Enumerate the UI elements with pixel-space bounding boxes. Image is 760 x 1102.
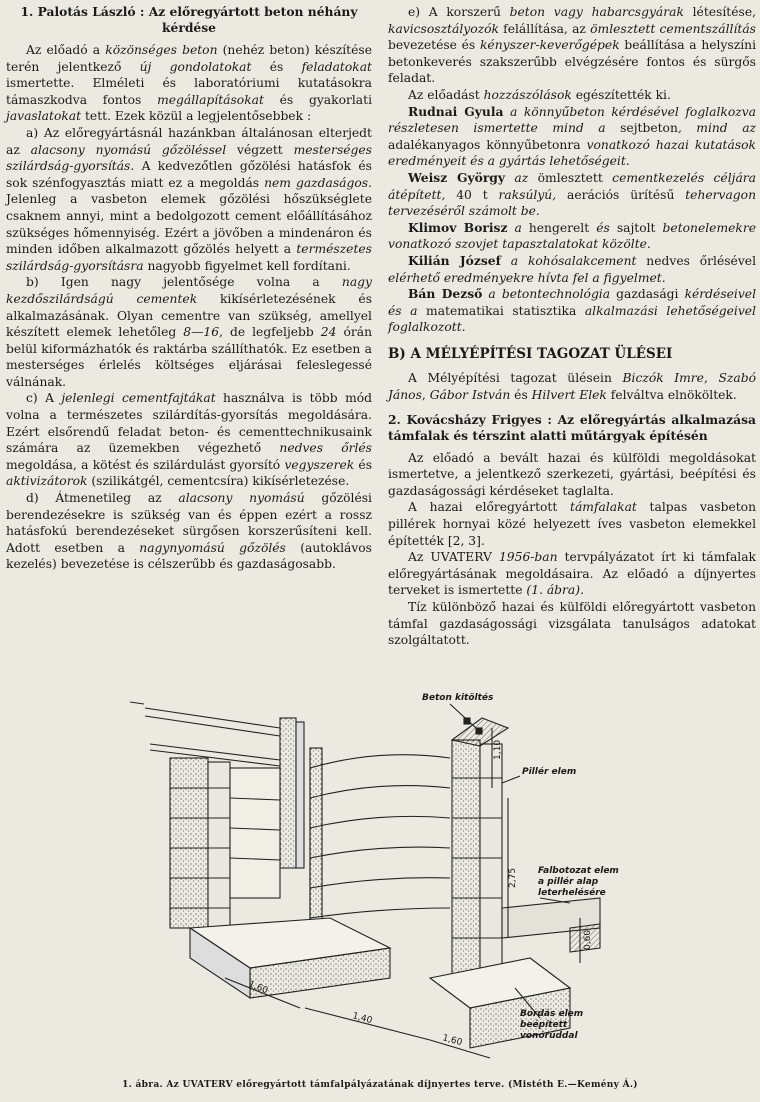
text-run: . Jelenleg a vasbeton elemek gőzölési hőszükséglete csaknem annyi, mint a bedolgozott cement előállításához szükséges hőmennyiség. Ezért a jövőben a mindenáron és minden időben alkalmazott gőzölés helyett a <box>6 175 372 257</box>
text-run: beállítása a helyszíni betonkeverés szakszerűbb elvégzésére fontos és sürgős feladat. <box>388 38 756 86</box>
text-run: , <box>421 388 430 403</box>
text-run: nagyobb figyelmet kell fordítani. <box>143 258 351 273</box>
text-run: a) Az előregyártásnál hazánkban általánosan elterjedt az <box>6 125 372 157</box>
text-run: megoldása, a kötést és szilárdulást gyorsító <box>6 457 285 472</box>
text-run: talpas vasbeton pillérek hornyai közé helyezett íves vasbeton elemekkel építették [2, 3]. <box>388 500 756 548</box>
emphasis: közönséges beton <box>105 43 218 57</box>
speaker-name: Klimov Borisz <box>408 219 508 235</box>
text-run: 40 t <box>456 187 488 202</box>
emphasis: nagy kezdőszilárdságú cementek <box>6 275 372 306</box>
emphasis: Gábor István <box>429 388 511 403</box>
emphasis: Biczók Imre <box>622 371 704 386</box>
text-run: hengerelt <box>528 220 590 235</box>
emphasis: támfalakat <box>570 500 637 515</box>
text-run: sejtbeton <box>620 121 678 136</box>
emphasis: 24 <box>320 325 337 340</box>
text-run: órán belül kiformázhatók és raktárba szállíthatók. Ez esetben a mesterséges érlelés költséges eljárásai feleslegessé válnának. <box>6 325 372 389</box>
emphasis: a betontechnológia <box>482 287 617 302</box>
text-run: matematikai statisztika <box>426 303 577 318</box>
emphasis: tehervagon tervezéséről számolt be. <box>388 187 756 219</box>
paragraph-c <box>6 390 372 490</box>
dim-0-60: 0,60 <box>583 929 593 950</box>
paragraph-intro-2 <box>388 450 756 500</box>
text-run: felváltva elnököltek. <box>606 388 737 403</box>
dim-1-40: 1,40 <box>351 1011 374 1027</box>
paragraph-klimov <box>388 220 756 253</box>
text-run: létesítése, <box>683 5 757 19</box>
paragraph-ban <box>388 286 756 336</box>
text-run: (nehéz beton) készítése terén jelentkező <box>6 43 372 74</box>
paragraph-d <box>6 490 372 573</box>
emphasis: a könnyűbeton kérdésével foglalkozva részletesen ismertette mind a <box>388 104 756 136</box>
text-run: (autoklávos kezelés) bevezetése is célszerűbb és gazdaságosabb. <box>6 540 372 572</box>
text-run: Az előadó a <box>26 43 106 57</box>
label-falbotozat-2: a pillér alap <box>538 877 599 887</box>
emphasis: megállapításokat <box>157 92 264 107</box>
emphasis: nedves őrlés <box>279 441 372 456</box>
label-piller-elem: Pillér elem <box>522 767 577 777</box>
text-run: aerációs ürítésű <box>566 187 675 202</box>
text-run: Az előadó a bevált hazai és külföldi megoldásokat ismertetve, a jelentkező szerkezeti, gyártási, beépítési és gazdaságossági kérdéseket taglalta. <box>388 450 756 498</box>
text-run: A Mélyépítési tagozat ülésein <box>408 371 623 386</box>
text-run: Az előadást <box>408 87 484 102</box>
emphasis: feladatokat <box>301 59 372 74</box>
emphasis: nem gazdaságos <box>264 175 369 190</box>
label-falbotozat: Falbotozat elem <box>538 866 619 876</box>
emphasis: , mind az <box>677 121 757 136</box>
text-run: tervpályázatot írt ki támfalak előregyártásának megoldásaira. Az előadó a díjnyertes terveket is ismertette <box>388 550 756 598</box>
section-heading: B) A MÉLYÉPÍTÉSI TAGOZAT ÜLÉSEI <box>388 345 673 362</box>
text-run: és <box>251 59 302 74</box>
text-run: A hazai előregyártott <box>408 500 571 515</box>
right-column <box>388 4 756 649</box>
text-run: és gyakorlati <box>263 92 372 107</box>
text-run: . A kedvezőtlen gőzölési hatásfok és sok szénfogyasztás miatt ez a megoldás <box>6 159 372 190</box>
figure-caption: 1. ábra. Az UVATERV előregyártott támfalpályázatának díjnyertes terve. (Mistéth E.—Kemény Á.) <box>122 1080 638 1090</box>
label-falbotozat-3: leterhelésére <box>538 888 606 898</box>
text-run: kikísérletezésének és alkalmazásának. Olyan cementre van szükség, amellyel készített elemek lehetőleg <box>6 291 372 340</box>
text-run: d) Átmenetileg az <box>26 491 179 506</box>
emphasis: hozzászólások <box>483 87 572 102</box>
text-run: tett. Ezek közül a legjelentősebbek : <box>81 109 312 124</box>
text-run: végzett <box>226 142 294 157</box>
paragraph-chairs <box>388 370 756 403</box>
label-beton-kitoltes: Beton kitöltés <box>422 693 494 703</box>
label-bordas-2: beépített <box>520 1020 568 1030</box>
emphasis: természetes szilárdság-gyorsításra <box>6 242 372 273</box>
emphasis: Hilvert Elek <box>531 388 607 403</box>
paragraph-study <box>388 599 756 649</box>
emphasis: kérdéseivel és a <box>388 287 757 318</box>
emphasis: mesterséges szilárdság-gyorsítás <box>6 142 372 174</box>
text-run: gazdasági <box>616 287 679 302</box>
emphasis: alacsony nyomású <box>178 491 305 506</box>
paragraph-uvaterv <box>388 549 756 599</box>
emphasis: vonatkozó hazai kutatások eredményeit és a gyártás lehetőségeit. <box>388 137 756 169</box>
text-run: b) Igen nagy jelentősége volna a <box>26 275 342 290</box>
emphasis: beton vagy habarcsgyárak <box>509 5 684 19</box>
text-run: gőzölési berendezésekre is szükség van és éppen ezért a rossz hatásfokú berendezéseket sürgősen korszerűsíteni kell. Adott esetben a <box>6 491 372 555</box>
text-run: (szilikátgél, cementcsíra) kikísérletezése. <box>87 474 350 489</box>
emphasis: javaslatokat <box>6 109 82 124</box>
text-run: bevezetése és <box>388 38 480 53</box>
text-run: nedves őrlésével <box>646 253 756 268</box>
emphasis: Szabó János <box>388 371 756 403</box>
paragraph-intro <box>6 42 372 125</box>
text-run: egészítették ki. <box>571 87 671 102</box>
paragraph-b <box>6 274 372 390</box>
emphasis: 8—16 <box>183 325 220 340</box>
emphasis: elérhető eredményekre hívta fel a figyelmet. <box>388 270 666 285</box>
emphasis: kavicsosztályozók <box>388 21 499 36</box>
emphasis: (1. ábra) <box>526 583 581 598</box>
emphasis: és <box>589 220 617 235</box>
emphasis: betonelemekre vonatkozó szovjet tapasztalatokat közölte. <box>388 220 756 252</box>
text-run: , de legfeljebb <box>219 325 321 340</box>
emphasis: ömlesztett cementszállítás <box>590 21 756 36</box>
paragraph-a <box>6 125 372 274</box>
dim-1-60-b: 1,60 <box>441 1033 464 1049</box>
emphasis: alkalmazási lehetőségeivel foglalkozott. <box>388 303 756 335</box>
article-heading-2: 2. Kovácsházy Frigyes : Az előregyártás alkalmazása támfalak és térszint alatti műtárgyak építésén <box>388 411 756 443</box>
text-run: ömlesztett <box>537 170 603 185</box>
emphasis: alacsony nyomású gőzöléssel <box>30 142 227 157</box>
text-run: . <box>580 583 584 598</box>
left-column <box>6 4 372 573</box>
emphasis: a <box>507 220 529 235</box>
paragraph-rudnai <box>388 104 756 170</box>
label-bordas: Bordás elem <box>520 1009 584 1019</box>
article-heading: 1. Palotás László : Az előregyártott beton néhány kérdése <box>20 4 358 35</box>
text-run: c) A <box>26 391 62 406</box>
emphasis: cementkezelés céljára átépített, <box>388 170 756 202</box>
emphasis: kényszer-keverőgépek <box>479 38 620 53</box>
paragraph-kilian <box>388 253 756 286</box>
emphasis: jelenlegi cementfajtákat <box>61 391 216 406</box>
text-run: , <box>703 371 719 386</box>
text-run: Tíz különböző hazai és külföldi előregyártott vasbeton támfal gazdaságossági vizsgálata tanulságos adatokat szolgáltatott. <box>388 600 756 648</box>
speaker-name: Rudnai Gyula <box>408 103 504 119</box>
paragraph-retaining <box>388 499 756 549</box>
emphasis: az <box>505 170 538 185</box>
retaining-wall-figure <box>130 688 630 1068</box>
paragraph-e <box>388 4 756 87</box>
emphasis: aktivizátorok <box>6 474 88 489</box>
dim-1-10: 1,10 <box>493 739 503 760</box>
text-run: e) A korszerű <box>408 5 510 19</box>
text-run: használva is több mód volna a természetes szilárdítás-gyorsítás megoldására. Ezért elsőrendű feladat beton- és cementtechnikusaink számára az üzemekben végezhető <box>6 391 372 456</box>
text-run: sajtolt <box>616 220 656 235</box>
text-run: Az UVATERV <box>408 550 499 565</box>
emphasis: új gondolatokat <box>139 59 252 74</box>
dim-2-75: 2,75 <box>508 867 518 888</box>
speaker-name: Weisz György <box>408 169 506 185</box>
emphasis: nagynyomású gőzölés <box>139 540 286 555</box>
speaker-name: Kilián József <box>408 252 501 268</box>
text-run: adalékanyagos könnyűbetonra <box>388 137 581 152</box>
paragraph-comments <box>388 87 756 104</box>
dim-1-60-a: 1,60 <box>246 979 270 997</box>
speaker-name: Bán Dezső <box>408 286 483 302</box>
text-run: és <box>354 457 372 472</box>
text-run: felállítása, az <box>498 21 591 36</box>
text-run: ismertette. Elméleti és laboratóriumi kutatásokra támaszkodva fontos <box>6 76 372 107</box>
emphasis: raksúlyú, <box>487 187 567 202</box>
label-bordas-3: vonórúddal <box>520 1031 578 1041</box>
emphasis: 1956-ban <box>498 550 558 565</box>
paragraph-weisz <box>388 170 756 220</box>
text-run: és <box>510 388 532 403</box>
emphasis: a kohósalakcement <box>500 253 647 268</box>
emphasis: vegyszerek <box>284 457 355 472</box>
